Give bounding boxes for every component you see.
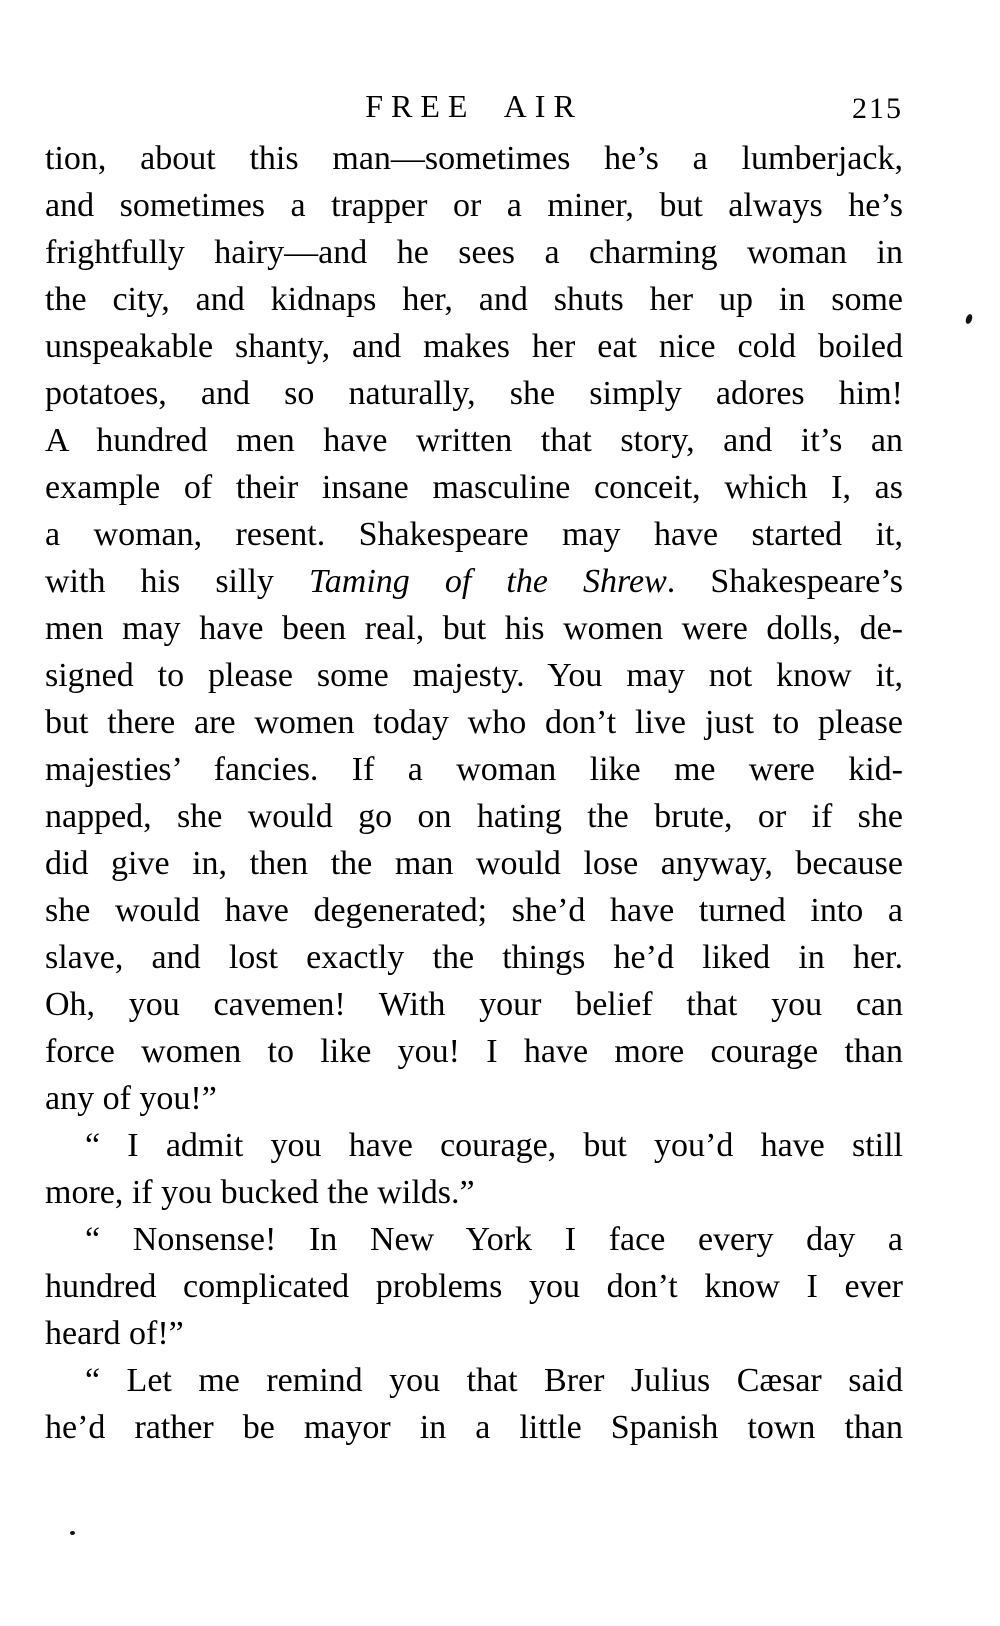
text-line: tion, about this man—sometimes he’s a lumberjack,: [45, 140, 903, 177]
text-line: example of their insane masculine conceit, which I, as: [45, 469, 903, 506]
text-line: unspeakable shanty, and makes her eat nice cold boiled: [45, 328, 903, 365]
scan-speck: [70, 1531, 75, 1535]
paragraph-dialogue: [45, 1122, 903, 1216]
text-line: “ Nonsense! In New York I face every day a: [85, 1221, 903, 1258]
text-line: she would have degenerated; she’d have turned into a: [45, 892, 903, 929]
text-line: majesties’ fancies. If a woman like me were kid-: [45, 751, 903, 788]
text-line: slave, and lost exactly the things he’d liked in her.: [45, 939, 903, 976]
text-line: the city, and kidnaps her, and shuts her up in some: [45, 281, 903, 318]
text-line: but there are women today who don’t live just to please: [45, 704, 903, 741]
page-body: [45, 135, 903, 1451]
running-title: FREE AIR: [365, 88, 583, 124]
text-segment: . Shakespeare’s: [666, 563, 903, 600]
text-line: Oh, you cavemen! With your belief that you can: [45, 986, 903, 1023]
paragraph-continuation: [45, 135, 903, 1122]
text-line: napped, she would go on hating the brute, or if she: [45, 798, 903, 835]
text-line: frightfully hairy—and he sees a charming woman in: [45, 234, 903, 271]
text-line: [45, 558, 903, 605]
text-line: A hundred men have written that story, and it’s an: [45, 422, 903, 459]
book-title-italic: Taming of the Shrew: [308, 563, 667, 600]
text-line: men may have been real, but his women were dolls, de-: [45, 610, 903, 647]
text-line: did give in, then the man would lose anyway, because: [45, 845, 903, 882]
text-segment: with his silly: [45, 563, 309, 600]
page-number: 215: [852, 92, 903, 125]
text-line: potatoes, and so naturally, she simply adores him!: [45, 375, 903, 412]
text-line: “ Let me remind you that Brer Julius Cæsar said: [85, 1362, 903, 1399]
text-line: a woman, resent. Shakespeare may have started it,: [45, 516, 903, 553]
text-line: any of you!”: [45, 1080, 217, 1117]
text-line: and sometimes a trapper or a miner, but always he’s: [45, 187, 903, 224]
text-line: hundred complicated problems you don’t know I ever: [45, 1268, 903, 1305]
text-line: heard of!”: [45, 1315, 184, 1352]
text-line: signed to please some majesty. You may not know it,: [45, 657, 903, 694]
text-line: he’d rather be mayor in a little Spanish town than: [45, 1409, 903, 1446]
page-header: [45, 90, 903, 130]
scan-speck: [965, 313, 973, 324]
paragraph-dialogue: [45, 1357, 903, 1451]
text-line: more, if you bucked the wilds.”: [45, 1174, 475, 1211]
text-line: force women to like you! I have more courage than: [45, 1033, 903, 1070]
paragraph-dialogue: [45, 1216, 903, 1357]
text-line: “ I admit you have courage, but you’d have still: [85, 1127, 903, 1164]
